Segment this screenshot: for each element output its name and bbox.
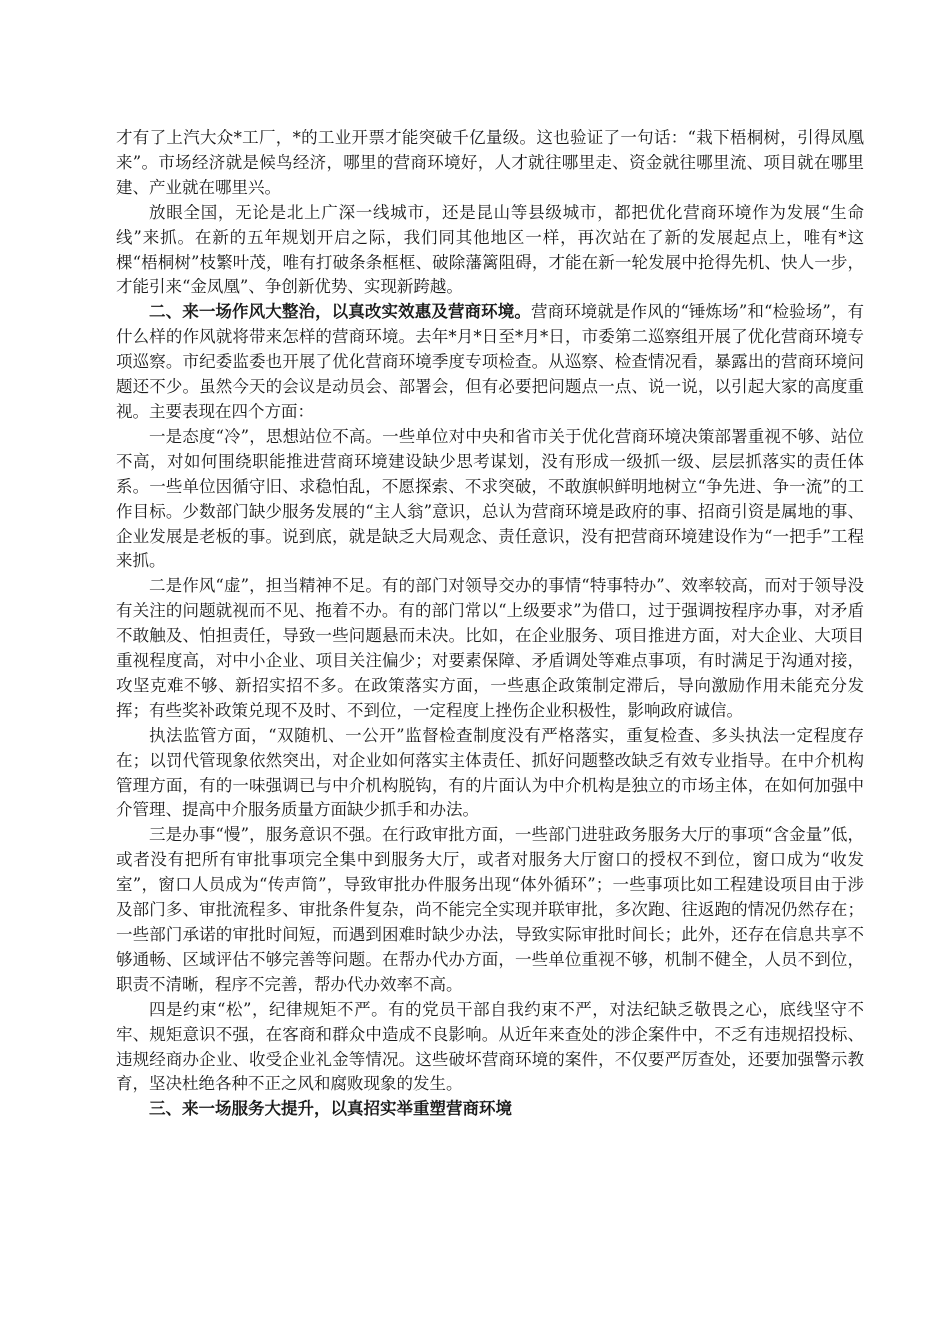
section-three-paragraph (116, 1097, 864, 1122)
paragraph-enforcement (116, 724, 864, 824)
paragraph-service (116, 823, 864, 997)
paragraph-style (116, 574, 864, 723)
document-page (116, 126, 864, 1122)
paragraph-enforcement-text: 执法监管方面，“双随机、一公开”监督检查制度没有严格落实，重复检查、多头执法一定程度存在；以罚代管现象依然突出，对企业如何落实主体责任、抓好问题整改缺乏有效专业指导。在中介机构管理方面，有的一味强调已与中介机构脱钩，有的片面认为中介机构是独立的市场主体，在如何加强中介管理、提高中介服务质量方面缺少抓手和办法。 (116, 725, 864, 820)
paragraph-service-text: 三是办事“慢”，服务意识不强。在行政审批方面，一些部门进驻政务服务大厅的事项“含金量”低，或者没有把所有审批事项完全集中到服务大厅，或者对服务大厅窗口的授权不到位，窗口成为“收发室”，窗口人员成为“传声筒”，导致审批办件服务出现“体外循环”；一些事项比如工程建设项目由于涉及部门多、审批流程多、审批条件复杂，尚不能完全实现并联审批，多次跑、往返跑的情况仍然存在；一些部门承诺的审批时间短，而遇到困难时缺少办法，导致实际审批时间长；此外，还存在信息共享不够通畅、区域评估不够完善等问题。在帮办代办方面，一些单位重视不够，机制不健全，人员不到位，职责不清晰，程序不完善，帮办代办效率不高。 (116, 825, 864, 994)
section-three-heading: 三、来一场服务大提升，以真招实举重塑营商环境 (149, 1099, 512, 1119)
section-two-paragraph (116, 300, 864, 425)
paragraph-attitude-text: 一是态度“冷”，思想站位不高。一些单位对中央和省市关于优化营商环境决策部署重视不够、站位不高，对如何围绕职能推进营商环境建设缺少思考谋划，没有形成一级抓一级、层层抓落实的责任体系。一些单位因循守旧、求稳怕乱，不愿探索、不求突破，不敢旗帜鲜明地树立“争先进、争一流”的工作目标。少数部门缺少服务发展的“主人翁”意识，总认为营商环境是政府的事、招商引资是属地的事、企业发展是老板的事。说到底，就是缺乏大局观念、责任意识，没有把营商环境建设作为“一把手”工程来抓。 (116, 426, 864, 571)
paragraph-1 (116, 126, 864, 201)
section-two-text: 营商环境就是作风的“锤炼场”和“检验场”，有什么样的作风就将带来怎样的营商环境。去年*月*日至*月*日，市委第二巡察组开展了优化营商环境专项巡察。市纪委监委也开展了优化营商环境季度专项检查。从巡察、检查情况看，暴露出的营商环境问题还不少。虽然今天的会议是动员会、部署会，但有必要把问题点一点、说一说，以引起大家的高度重视。主要表现在四个方面： (116, 302, 864, 421)
paragraph-2-text: 放眼全国，无论是北上广深一线城市，还是昆山等县级城市，都把优化营商环境作为发展“生命线”来抓。在新的五年规划开启之际，我们同其他地区一样，再次站在了新的发展起点上，唯有*这棵“梧桐树”枝繁叶茂，唯有打破条条框框、破除藩篱阻碍，才能在新一轮发展中抢得先机、快人一步，才能引来“金凤凰”、争创新优势、实现新跨越。 (116, 202, 864, 297)
paragraph-attitude (116, 425, 864, 574)
section-two-heading: 二、来一场作风大整治，以真改实效惠及营商环境。 (149, 302, 531, 322)
paragraph-discipline-text: 四是约束“松”，纪律规矩不严。有的党员干部自我约束不严，对法纪缺乏敬畏之心，底线坚守不牢、规矩意识不强，在客商和群众中造成不良影响。从近年来查处的涉企案件中，不乏有违规招投标、违规经商办企业、收受企业礼金等情况。这些破坏营商环境的案件，不仅要严厉查处，还要加强警示教育，坚决杜绝各种不正之风和腐败现象的发生。 (116, 999, 864, 1094)
paragraph-discipline (116, 998, 864, 1098)
paragraph-2 (116, 201, 864, 301)
paragraph-style-text: 二是作风“虚”，担当精神不足。有的部门对领导交办的事情“特事特办”、效率较高，而对于领导没有关注的问题就视而不见、拖着不办。有的部门常以“上级要求”为借口，过于强调按程序办事，对矛盾不敢触及、怕担责任，导致一些问题悬而未决。比如，在企业服务、项目推进方面，对大企业、大项目重视程度高，对中小企业、项目关注偏少；对要素保障、矛盾调处等难点事项，有时满足于沟通对接，攻坚克难不够、新招实招不多。在政策落实方面，一些惠企政策制定滞后，导向激励作用未能充分发挥；有些奖补政策兑现不及时、不到位，一定程度上挫伤企业积极性，影响政府诚信。 (116, 576, 864, 720)
paragraph-1-text: 才有了上汽大众*工厂，*的工业开票才能突破千亿量级。这也验证了一句话：“栽下梧桐树，引得凤凰来”。市场经济就是候鸟经济，哪里的营商环境好，人才就往哪里走、资金就往哪里流、项目就在哪里建、产业就在哪里兴。 (116, 128, 864, 197)
